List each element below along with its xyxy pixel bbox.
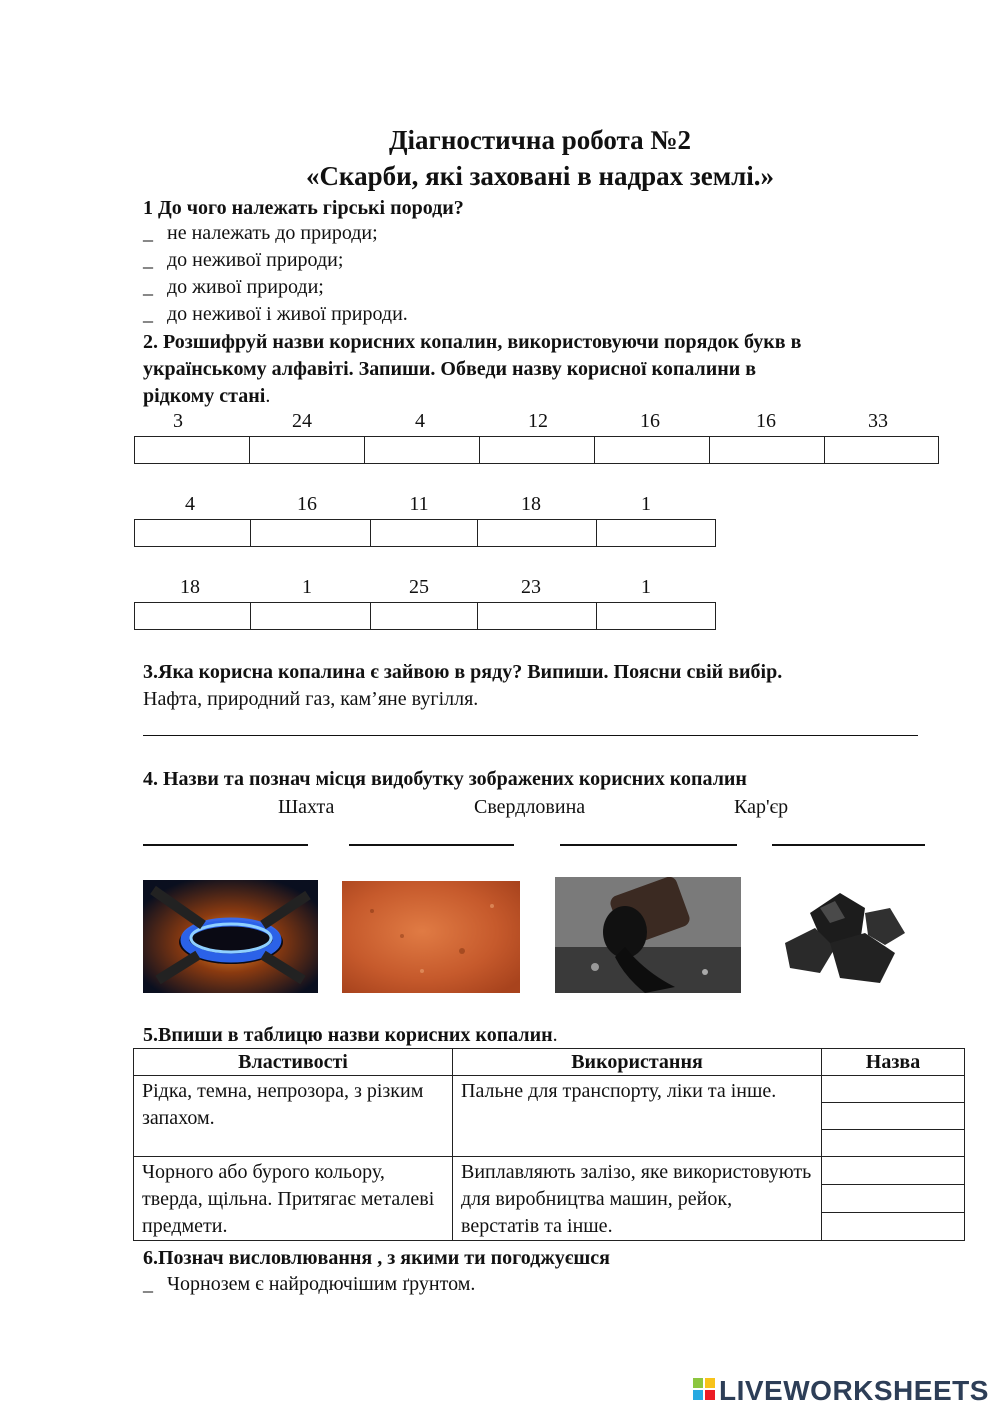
name-input-cell[interactable] (822, 1185, 965, 1213)
q1-option-2[interactable] (143, 249, 343, 272)
letter-cell[interactable] (251, 520, 371, 546)
q1-option-1[interactable] (143, 222, 378, 245)
usage-cell: Виплавляють залізо, яке використовують для виробництва машин, рейок, верстатів та інше. (453, 1157, 822, 1241)
letter-cell[interactable] (595, 437, 710, 463)
table-row (134, 1157, 965, 1185)
name-input-cell[interactable] (822, 1103, 965, 1130)
question-5-tail: . (552, 1024, 558, 1046)
cipher-number: 16 (756, 410, 776, 432)
liveworksheets-logo-icon (693, 1377, 715, 1409)
q3-answer-input[interactable] (143, 725, 918, 736)
letter-cell[interactable] (371, 603, 478, 629)
place-label-quarry[interactable]: Кар'єр (734, 796, 789, 818)
question-2-line-1: 2. Розшифруй назви корисних копалин, використовуючи порядок букв в (143, 331, 802, 353)
liveworksheets-logo[interactable] (693, 1375, 989, 1409)
cipher-row-2-numbers (134, 493, 700, 516)
q4-answer-input-2[interactable] (349, 830, 514, 846)
cipher-number: 18 (180, 576, 200, 598)
name-input-cell[interactable] (822, 1157, 965, 1185)
question-3-items: Нафта, природний газ, кам’яне вугілля. (143, 688, 479, 710)
table-row (134, 1076, 965, 1103)
letter-cell[interactable] (365, 437, 480, 463)
cipher-row-2-cells (134, 519, 716, 547)
cipher-number: 4 (415, 410, 425, 432)
cipher-number: 1 (641, 493, 651, 515)
q4-answer-input-3[interactable] (560, 830, 737, 846)
question-2-line-3-tail: . (265, 385, 271, 407)
question-5-text: 5.Впиши в таблицю назви корисних копалин (143, 1024, 553, 1046)
column-header-usage: Використання (453, 1049, 822, 1076)
page-subtitle: «Скарби, які заховані в надрах землі.» (305, 161, 775, 191)
letter-cell[interactable] (480, 437, 595, 463)
cipher-number: 18 (521, 493, 541, 515)
letter-cell[interactable] (251, 603, 371, 629)
option-label: до неживої природи; (167, 249, 344, 271)
cipher-number: 16 (297, 493, 317, 515)
minerals-table (133, 1048, 965, 1241)
q4-answer-input-4[interactable] (772, 830, 925, 846)
column-header-properties: Властивості (134, 1049, 453, 1076)
cipher-row-1-cells (134, 436, 939, 464)
question-1: 1 До чого належать гірські породи? (143, 197, 464, 219)
letter-cell[interactable] (135, 520, 251, 546)
question-4: 4. Назви та познач місця видобутку зображених корисних копалин (143, 768, 747, 790)
option-label: не належать до природи; (167, 222, 378, 244)
oil-image[interactable] (555, 877, 741, 993)
cipher-row-3-cells (134, 602, 716, 630)
cipher-number: 16 (640, 410, 660, 432)
letter-cell[interactable] (371, 520, 478, 546)
gas-flame-image[interactable] (143, 880, 318, 993)
answer-mark[interactable]: _ (143, 303, 153, 325)
q1-option-3[interactable] (143, 276, 324, 299)
cipher-row-3-numbers (134, 576, 700, 599)
properties-cell: Чорного або бурого кольору, тверда, щільна. Притягає металеві предмети. (134, 1157, 453, 1241)
q6-option-1[interactable] (143, 1273, 475, 1296)
question-2 (143, 329, 973, 410)
page-title: Діагностична робота №2 (388, 125, 691, 155)
question-3: 3.Яка корисна копалина є зайвою в ряду? Випиши. Поясни свій вибір. (143, 661, 783, 683)
cipher-number: 1 (641, 576, 651, 598)
name-input-cell[interactable] (822, 1130, 965, 1157)
answer-mark[interactable]: _ (143, 276, 153, 298)
q4-answer-input-1[interactable] (143, 830, 308, 846)
usage-cell: Пальне для транспорту, ліки та інше. (453, 1076, 822, 1157)
letter-cell[interactable] (250, 437, 365, 463)
liveworksheets-logo-text: LIVEWORKSHEETS (719, 1375, 989, 1406)
cipher-number: 4 (185, 493, 195, 515)
answer-mark[interactable]: _ (143, 249, 153, 271)
question-2-line-2: українському алфавіті. Запиши. Обведи назву корисної копалини в (143, 358, 757, 380)
place-label-borehole[interactable]: Свердловина (474, 796, 586, 818)
option-label: до живої природи; (167, 276, 324, 298)
option-label: до неживої і живої природи. (167, 303, 408, 325)
column-header-name: Назва (822, 1049, 965, 1076)
letter-cell[interactable] (478, 520, 597, 546)
cipher-number: 1 (302, 576, 312, 598)
cipher-number: 23 (521, 576, 541, 598)
letter-cell[interactable] (597, 603, 715, 629)
letter-cell[interactable] (135, 603, 251, 629)
place-label-mine[interactable]: Шахта (278, 796, 335, 818)
question-2-line-3: рідкому стані (143, 385, 266, 407)
cipher-number: 12 (528, 410, 548, 432)
cipher-number: 24 (292, 410, 312, 432)
letter-cell[interactable] (135, 437, 250, 463)
coal-image[interactable] (770, 873, 916, 993)
clay-image[interactable] (342, 881, 520, 993)
cipher-row-1-numbers (134, 410, 906, 433)
answer-mark[interactable]: _ (143, 1273, 153, 1295)
letter-cell[interactable] (478, 603, 597, 629)
name-input-cell[interactable] (822, 1213, 965, 1241)
option-label: Чорнозем є найродючішим ґрунтом. (167, 1273, 476, 1295)
question-5 (143, 1022, 558, 1049)
cipher-number: 3 (173, 410, 183, 432)
letter-cell[interactable] (825, 437, 938, 463)
cipher-number: 33 (868, 410, 888, 432)
cipher-number: 25 (409, 576, 429, 598)
properties-cell: Рідка, темна, непрозора, з різким запахом. (134, 1076, 453, 1157)
name-input-cell[interactable] (822, 1076, 965, 1103)
q1-option-4[interactable] (143, 303, 408, 326)
question-6: 6.Познач висловлювання , з якими ти погоджуєшся (143, 1247, 611, 1269)
letter-cell[interactable] (597, 520, 715, 546)
letter-cell[interactable] (710, 437, 825, 463)
answer-mark[interactable]: _ (143, 222, 153, 244)
cipher-number: 11 (409, 493, 429, 515)
